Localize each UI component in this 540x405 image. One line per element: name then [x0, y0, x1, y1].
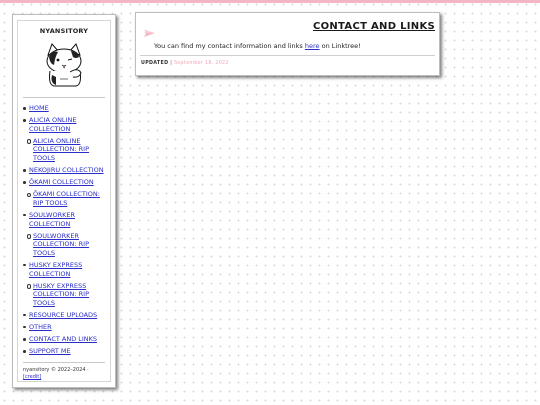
nav-item-soulworker	[23, 211, 105, 228]
nav-link-soulworker-rip-tools[interactable]: SOULWORKER COLLECTION: RIP TOOLS	[33, 231, 90, 257]
nav-link-other[interactable]: OTHER	[29, 322, 52, 331]
sidebar	[12, 14, 116, 388]
nav-link-resource-uploads[interactable]: RESOURCE UPLOADS	[29, 310, 98, 319]
updated-separator: |	[170, 61, 173, 66]
nav-link-alicia-online[interactable]: ALICIA ONLINE COLLECTION	[29, 116, 77, 133]
sidebar-inner	[17, 20, 111, 382]
footer-credit-link[interactable]: [credit]	[23, 373, 42, 380]
nav-item-nekojiru	[23, 166, 105, 175]
post-updated	[141, 61, 229, 66]
post-body-text: You can find my contact information and links	[154, 42, 303, 50]
nav-link-support-me[interactable]: SUPPORT ME	[29, 347, 71, 356]
nav-item-resource-uploads	[23, 311, 105, 320]
nav-link-husky-express[interactable]: HUSKY EXPRESS COLLECTION	[29, 260, 83, 278]
nav-link-contact-and-links[interactable]: CONTACT AND LINKS	[29, 335, 98, 344]
nav-item-support-me	[23, 347, 105, 356]
nav-item-home	[23, 104, 105, 113]
updated-label: UPDATED	[141, 61, 169, 66]
updated-date: September 18, 2022	[173, 61, 229, 66]
nav-link-husky-express-rip-tools[interactable]: HUSKY EXPRESS COLLECTION: RIP TOOLS	[33, 281, 90, 307]
nav-link-okami-rip-tools[interactable]: ŌKAMI COLLECTION: RIP TOOLS	[33, 190, 100, 207]
nav-item-husky-express	[23, 261, 105, 278]
linktree-link[interactable]: here	[304, 42, 320, 50]
cat-avatar-image	[40, 41, 88, 87]
sidebar-footer	[23, 367, 105, 381]
nav-link-nekojiru[interactable]: NEKOJIRU COLLECTION	[29, 166, 104, 175]
nav-item-other	[23, 323, 105, 332]
nav-link-okami[interactable]: ŌKAMI COLLECTION	[29, 178, 94, 187]
nav-item-husky-express-rip-tools	[23, 282, 105, 308]
post-header	[144, 21, 435, 37]
post-divider	[140, 55, 435, 56]
sidebar-divider-top	[23, 97, 105, 98]
post-card	[135, 12, 440, 76]
nav-item-contact-and-links	[23, 335, 105, 344]
paper-plane-icon	[144, 29, 155, 37]
nav-item-okami	[23, 178, 105, 187]
sidebar-nav	[23, 104, 105, 356]
nav-item-alicia-online	[23, 116, 105, 133]
sidebar-divider-bottom	[23, 362, 105, 363]
nav-link-alicia-online-rip-tools[interactable]: ALICIA ONLINE COLLECTION: RIP TOOLS	[33, 136, 90, 162]
post-title: CONTACT AND LINKS	[312, 21, 435, 32]
post-body	[154, 42, 361, 50]
post-body-text-end: on Linktree!	[321, 42, 361, 50]
site-title: NYANSITORY	[39, 27, 89, 35]
nav-item-soulworker-rip-tools	[23, 232, 105, 258]
footer-copyright: nyansitory © 2022–2024 ·	[23, 366, 89, 373]
nav-link-home[interactable]: HOME	[29, 104, 49, 112]
top-accent-bar	[0, 0, 540, 3]
nav-item-alicia-online-rip-tools	[23, 137, 105, 163]
nav-link-soulworker[interactable]: SOULWORKER COLLECTION	[29, 210, 75, 228]
nav-item-okami-rip-tools	[23, 190, 105, 207]
